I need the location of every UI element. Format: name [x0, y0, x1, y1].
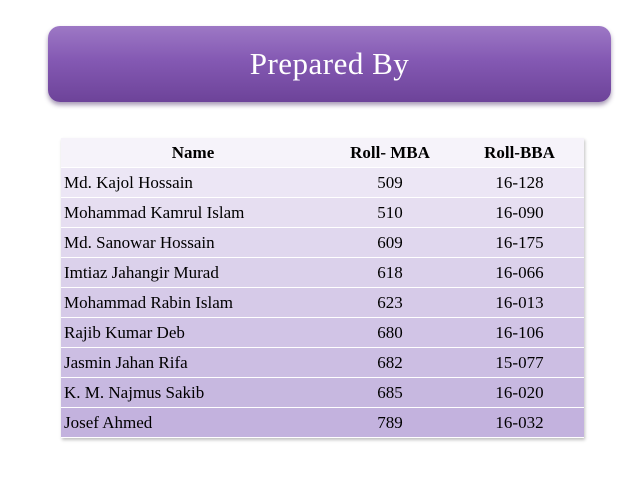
cell-roll-mba: 510 [325, 198, 455, 228]
cell-roll-bba: 16-106 [455, 318, 584, 348]
table-row [61, 198, 584, 228]
table-row [61, 168, 584, 198]
cell-roll-mba: 509 [325, 168, 455, 198]
cell-roll-bba: 15-077 [455, 348, 584, 378]
table-header-row [61, 138, 584, 168]
header-roll-mba: Roll- MBA [325, 138, 455, 168]
cell-name: Jasmin Jahan Rifa [61, 348, 325, 378]
cell-roll-bba: 16-066 [455, 258, 584, 288]
table-row [61, 288, 584, 318]
cell-name: Md. Sanowar Hossain [61, 228, 325, 258]
table-row [61, 318, 584, 348]
table-row [61, 378, 584, 408]
cell-name: Rajib Kumar Deb [61, 318, 325, 348]
cell-roll-bba: 16-128 [455, 168, 584, 198]
cell-roll-mba: 623 [325, 288, 455, 318]
table-row [61, 408, 584, 438]
cell-roll-bba: 16-013 [455, 288, 584, 318]
cell-name: K. M. Najmus Sakib [61, 378, 325, 408]
table-row [61, 348, 584, 378]
slide-title: Prepared By [249, 46, 410, 81]
cell-roll-mba: 789 [325, 408, 455, 438]
roster-table [61, 138, 584, 438]
table-row [61, 258, 584, 288]
cell-name: Imtiaz Jahangir Murad [61, 258, 325, 288]
cell-roll-bba: 16-032 [455, 408, 584, 438]
cell-name: Mohammad Rabin Islam [61, 288, 325, 318]
header-roll-bba: Roll-BBA [455, 138, 584, 168]
cell-roll-mba: 618 [325, 258, 455, 288]
cell-name: Mohammad Kamrul Islam [61, 198, 325, 228]
cell-roll-bba: 16-020 [455, 378, 584, 408]
cell-roll-mba: 680 [325, 318, 455, 348]
header-name: Name [61, 138, 325, 168]
table-row [61, 228, 584, 258]
title-banner [48, 26, 611, 102]
cell-name: Josef Ahmed [61, 408, 325, 438]
cell-roll-bba: 16-175 [455, 228, 584, 258]
cell-roll-mba: 609 [325, 228, 455, 258]
cell-name: Md. Kajol Hossain [61, 168, 325, 198]
cell-roll-mba: 685 [325, 378, 455, 408]
cell-roll-bba: 16-090 [455, 198, 584, 228]
cell-roll-mba: 682 [325, 348, 455, 378]
